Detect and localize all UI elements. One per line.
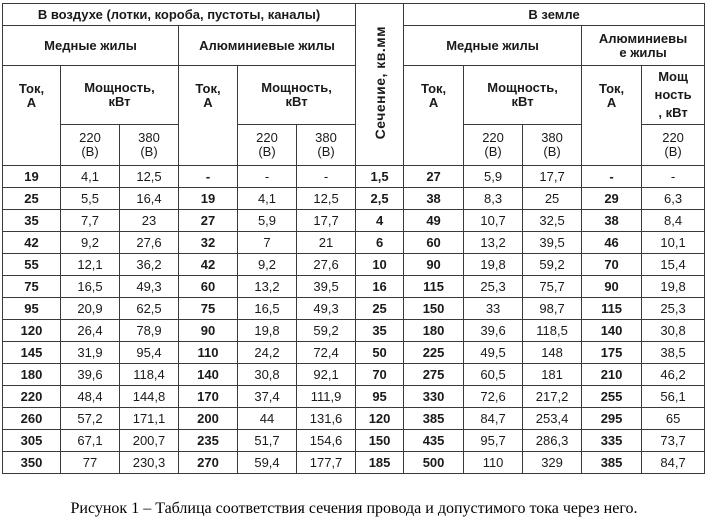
table-cell: 10,7 [464,210,523,232]
table-cell: - [179,166,238,188]
table-cell: 225 [404,342,464,364]
table-cell: 33 [464,298,523,320]
current-label: Ток, [18,81,45,96]
table-cell: 49,3 [120,276,179,298]
table-cell: - [642,166,705,188]
table-cell: 24,2 [238,342,297,364]
table-cell: 75 [3,276,61,298]
table-cell: 435 [404,430,464,452]
table-cell: 90 [179,320,238,342]
table-cell: 51,7 [238,430,297,452]
table-cell: 4,1 [61,166,120,188]
table-cell: 39,6 [61,364,120,386]
table-cell: 16,4 [120,188,179,210]
section-cell: 35 [356,320,404,342]
table-cell: 31,9 [61,342,120,364]
table-cell: 84,7 [464,408,523,430]
table-cell: 72,6 [464,386,523,408]
voltage-unit: (В) [81,144,99,159]
table-cell: 44 [238,408,297,430]
table-cell: 42 [3,232,61,254]
power-unit: кВт [108,94,131,109]
table-cell: 253,4 [523,408,582,430]
table-cell: 255 [582,386,642,408]
table-cell: 84,7 [642,452,705,474]
table-cell: 20,9 [61,298,120,320]
table-cell: - [582,166,642,188]
table-cell: 286,3 [523,430,582,452]
voltage-unit: (В) [258,144,276,159]
in-ground-header: В земле [404,4,705,26]
voltage-220-header [238,125,297,166]
table-cell: 131,6 [297,408,356,430]
table-cell: 260 [3,408,61,430]
table-cell: 92,1 [297,364,356,386]
voltage-unit: (В) [484,144,502,159]
table-cell: 118,4 [120,364,179,386]
table-cell: 38 [582,210,642,232]
table-cell: 37,4 [238,386,297,408]
table-cell: 60,5 [464,364,523,386]
table-cell: 180 [404,320,464,342]
table-cell: 170 [179,386,238,408]
section-cell: 16 [356,276,404,298]
table-row [3,320,705,342]
table-row [3,276,705,298]
table-cell: 115 [404,276,464,298]
table-cell: 110 [464,452,523,474]
ground-aluminium-header [582,26,705,66]
section-cell: 70 [356,364,404,386]
voltage-unit: (В) [317,144,335,159]
section-cell: 10 [356,254,404,276]
table-row [3,408,705,430]
table-cell: 38 [404,188,464,210]
table-row [3,188,705,210]
power-label: Мощность, [261,80,332,95]
table-cell: 5,9 [238,210,297,232]
air-copper-header: Медные жилы [3,26,179,66]
section-header-text: Сечение, кв.мм [371,26,388,140]
table-cell: 19,8 [238,320,297,342]
section-cell: 50 [356,342,404,364]
table-cell: 25,3 [464,276,523,298]
voltage-value: 220 [482,130,504,145]
table-cell: 16,5 [61,276,120,298]
table-row [3,166,705,188]
table-cell: 140 [582,320,642,342]
table-cell: - [297,166,356,188]
table-cell: 110 [179,342,238,364]
table-cell: 7 [238,232,297,254]
table-cell: 36,2 [120,254,179,276]
voltage-220-header [464,125,523,166]
table-cell: 98,7 [523,298,582,320]
section-cell: 185 [356,452,404,474]
table-cell: 25 [3,188,61,210]
table-cell: 16,5 [238,298,297,320]
table-cell: 21 [297,232,356,254]
table-cell: 38,5 [642,342,705,364]
table-cell: 385 [582,452,642,474]
table-cell: 8,4 [642,210,705,232]
table-cell: 5,5 [61,188,120,210]
table-cell: 30,8 [238,364,297,386]
table-cell: 32,5 [523,210,582,232]
table-cell: 217,2 [523,386,582,408]
table-cell: 46 [582,232,642,254]
table-cell: 49,5 [464,342,523,364]
voltage-220-header [642,125,705,166]
table-cell: 95,4 [120,342,179,364]
table-cell: 270 [179,452,238,474]
table-cell: 59,4 [238,452,297,474]
ground-aluminium-line1: Алюминиевы [598,30,688,46]
table-cell: 120 [3,320,61,342]
table-cell: 90 [582,276,642,298]
table-cell: 56,1 [642,386,705,408]
power-label-part1: Мощ [658,69,688,84]
air-copper-current-header [3,66,61,166]
table-cell: 4,1 [238,188,297,210]
table-cell: 39,5 [297,276,356,298]
table-cell: 220 [3,386,61,408]
table-cell: 6,3 [642,188,705,210]
table-cell: 46,2 [642,364,705,386]
power-unit: кВт [285,94,308,109]
table-cell: 39,5 [523,232,582,254]
air-copper-power-header [61,66,179,125]
table-cell: 118,5 [523,320,582,342]
table-cell: 9,2 [238,254,297,276]
table-cell: 12,5 [297,188,356,210]
table-cell: 19 [179,188,238,210]
table-cell: 57,2 [61,408,120,430]
table-row [3,342,705,364]
power-label-part3: , кВт [658,105,688,120]
table-cell: 49,3 [297,298,356,320]
table-cell: 171,1 [120,408,179,430]
section-cell: 120 [356,408,404,430]
table-cell: 200 [179,408,238,430]
table-cell: 335 [582,430,642,452]
table-cell: 210 [582,364,642,386]
table-cell: 17,7 [523,166,582,188]
figure-caption: Рисунок 1 – Таблица соответствия сечения провода и допустимого тока через него. [70,500,638,517]
table-cell: 30,8 [642,320,705,342]
table-row [3,364,705,386]
table-cell: 115 [582,298,642,320]
table-cell: 19,8 [464,254,523,276]
ground-aluminium-line2: е жилы [619,44,667,60]
table-cell: 65 [642,408,705,430]
table-cell: 48,4 [61,386,120,408]
table-row [3,298,705,320]
current-label: Ток, [420,81,447,96]
table-cell: 73,7 [642,430,705,452]
table-cell: 230,3 [120,452,179,474]
section-cell: 95 [356,386,404,408]
section-header [356,4,404,166]
table-cell: 140 [179,364,238,386]
table-row [3,430,705,452]
power-label: Мощность, [84,80,155,95]
table-cell: 70 [582,254,642,276]
voltage-value: 380 [138,130,160,145]
table-cell: 17,7 [297,210,356,232]
table-cell: 275 [404,364,464,386]
table-row [3,232,705,254]
table-cell: 25 [523,188,582,210]
ground-aluminium-power-header [642,66,705,125]
voltage-380-header [523,125,582,166]
table-cell: 145 [3,342,61,364]
section-cell: 6 [356,232,404,254]
table-cell: 8,3 [464,188,523,210]
table-cell: 111,9 [297,386,356,408]
section-cell: 4 [356,210,404,232]
section-cell: 2,5 [356,188,404,210]
voltage-unit: (В) [664,144,682,159]
table-cell: 350 [3,452,61,474]
section-cell: 1,5 [356,166,404,188]
current-unit: А [428,95,439,110]
table-row [3,254,705,276]
table-cell: 154,6 [297,430,356,452]
current-label: Ток, [195,81,221,96]
voltage-380-header [297,125,356,166]
table-row [3,452,705,474]
voltage-unit: (В) [140,144,158,159]
current-unit: А [203,95,213,110]
table-cell: 329 [523,452,582,474]
table-cell: 27 [179,210,238,232]
voltage-value: 220 [662,130,684,145]
table-cell: 181 [523,364,582,386]
table-cell: 75,7 [523,276,582,298]
ground-aluminium-current-header [582,66,642,166]
ground-copper-current-header [404,66,464,166]
table-cell: 144,8 [120,386,179,408]
table-cell: 150 [404,298,464,320]
voltage-220-header [61,125,120,166]
table-cell: 59,2 [523,254,582,276]
table-cell: 385 [404,408,464,430]
table-cell: 72,4 [297,342,356,364]
voltage-unit: (В) [543,144,561,159]
power-label-part2: ность [654,87,692,102]
table-cell: 5,9 [464,166,523,188]
table-cell: 295 [582,408,642,430]
table-row [3,386,705,408]
table-cell: 235 [179,430,238,452]
table-cell: 12,1 [61,254,120,276]
table-cell: 78,9 [120,320,179,342]
table-cell: 29 [582,188,642,210]
air-aluminium-current-header [179,66,238,166]
in-air-header: В воздухе (лотки, короба, пустоты, каналы) [3,4,356,26]
table-cell: 27 [404,166,464,188]
current-unit: А [606,95,617,110]
table-cell: 39,6 [464,320,523,342]
table-cell: 148 [523,342,582,364]
table-cell: 27,6 [120,232,179,254]
table-cell: 90 [404,254,464,276]
table-cell: 60 [404,232,464,254]
voltage-value: 380 [315,130,337,145]
table-cell: 180 [3,364,61,386]
table-cell: 12,5 [120,166,179,188]
table-cell: 42 [179,254,238,276]
table-cell: 49 [404,210,464,232]
table-row [3,210,705,232]
table-cell: 27,6 [297,254,356,276]
current-label: Ток, [598,81,625,96]
table-cell: 13,2 [464,232,523,254]
power-unit: кВт [511,94,534,109]
cable-table [2,3,705,474]
table-cell: 177,7 [297,452,356,474]
section-cell: 25 [356,298,404,320]
table-cell: 67,1 [61,430,120,452]
table-cell: 330 [404,386,464,408]
voltage-value: 380 [541,130,563,145]
table-cell: 23 [120,210,179,232]
table-cell: 60 [179,276,238,298]
section-cell: 150 [356,430,404,452]
ground-copper-header: Медные жилы [404,26,582,66]
table-cell: 35 [3,210,61,232]
table-cell: 200,7 [120,430,179,452]
table-cell: 25,3 [642,298,705,320]
table-cell: 10,1 [642,232,705,254]
table-cell: 175 [582,342,642,364]
air-aluminium-header: Алюминиевые жилы [179,26,356,66]
table-cell: 95 [3,298,61,320]
table-cell: 32 [179,232,238,254]
ground-copper-power-header [464,66,582,125]
power-label: Мощность, [487,80,558,95]
table-cell: 9,2 [61,232,120,254]
table-cell: 62,5 [120,298,179,320]
air-aluminium-power-header [238,66,356,125]
table-cell: 13,2 [238,276,297,298]
table-cell: 59,2 [297,320,356,342]
table-cell: 7,7 [61,210,120,232]
table-cell: 75 [179,298,238,320]
voltage-value: 220 [256,130,278,145]
table-cell: 77 [61,452,120,474]
table-cell: 19,8 [642,276,705,298]
table-cell: 26,4 [61,320,120,342]
voltage-value: 220 [79,130,101,145]
table-cell: 15,4 [642,254,705,276]
voltage-380-header [120,125,179,166]
table-cell: 95,7 [464,430,523,452]
table-cell: 305 [3,430,61,452]
table-cell: 55 [3,254,61,276]
table-cell: 500 [404,452,464,474]
current-unit: А [26,95,37,110]
table-cell: 19 [3,166,61,188]
table-cell: - [238,166,297,188]
